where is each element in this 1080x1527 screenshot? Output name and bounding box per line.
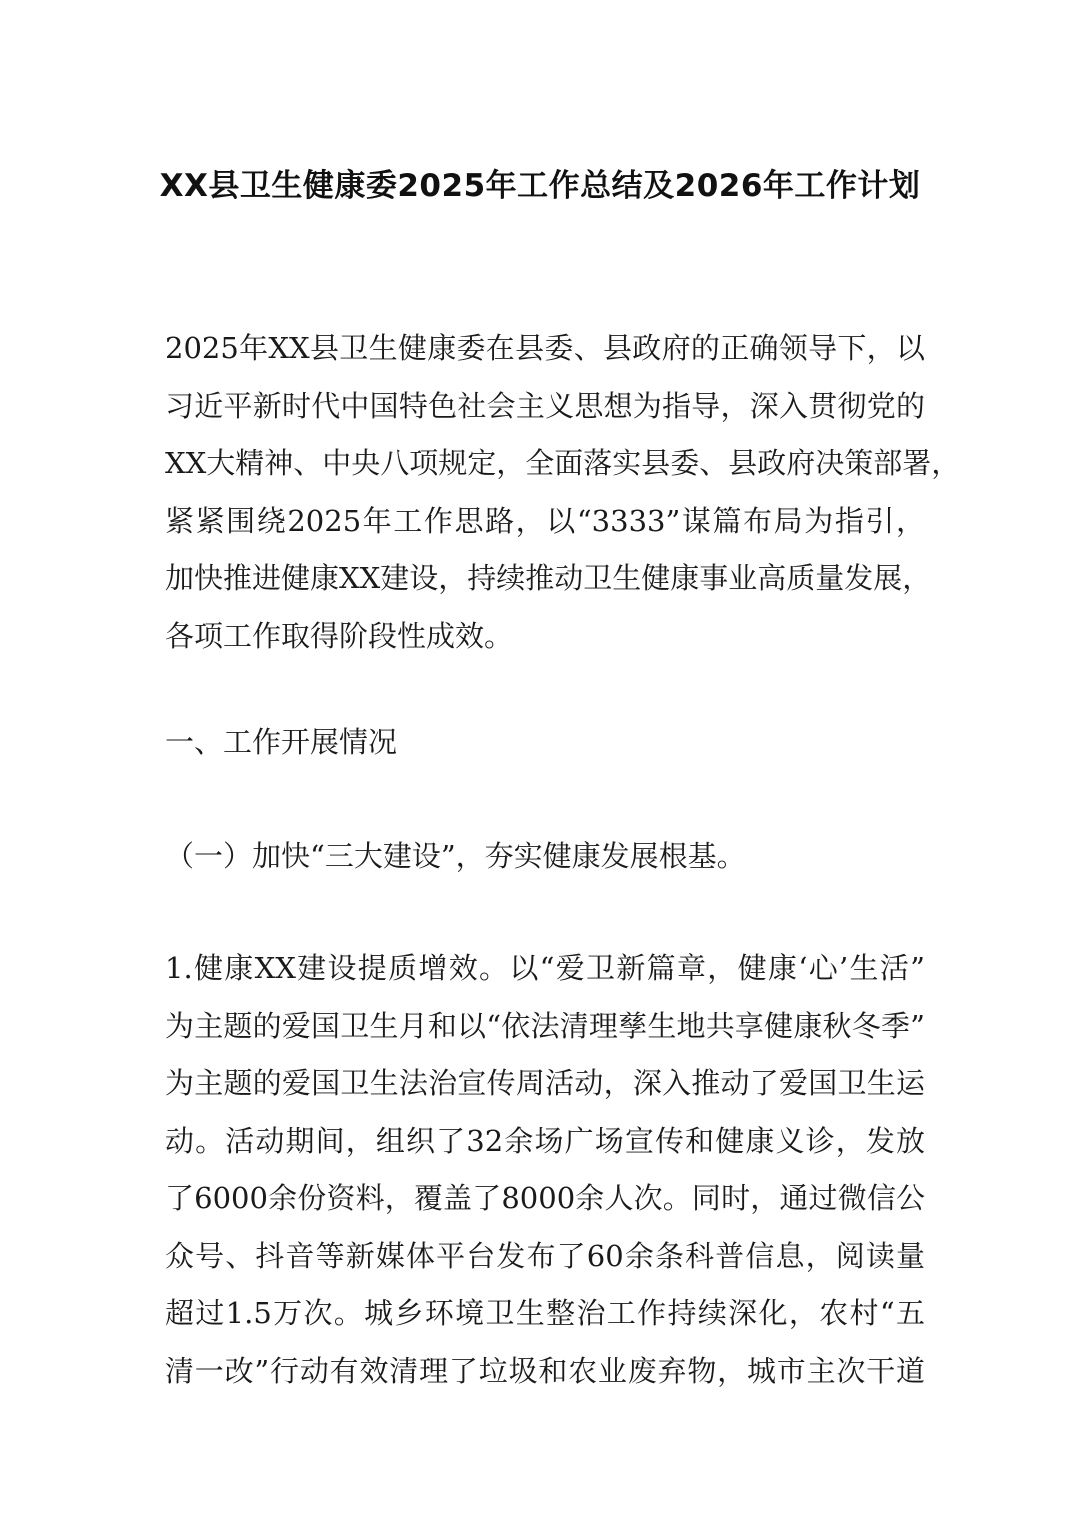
item-line: 超过1.5万次。城乡环境卫生整治工作持续深化，农村“五 — [165, 1296, 925, 1330]
intro-line: 加快推进健康XX建设，持续推动卫生健康事业高质量发展， — [165, 561, 932, 595]
item-line: 为主题的爱国卫生月和以“依法清理孳生地共享健康秋冬季” — [165, 1008, 925, 1043]
subsection-heading: （一）加快“三大建设”，夯实健康发展根基。 — [165, 839, 746, 873]
intro-line: 习近平新时代中国特色社会主义思想为指导，深入贯彻党的 — [165, 388, 925, 423]
intro-line: XX大精神、中央八项规定，全面落实县委、县政府决策部署， — [165, 446, 961, 480]
document-title: XX县卫生健康委2025年工作总结及2026年工作计划 — [159, 168, 921, 204]
item-line: 1.健康XX建设提质增效。以“爱卫新篇章，健康‘心’生活” — [165, 951, 925, 985]
intro-line: 紧紧围绕2025年工作思路，以“3333”谋篇布局为指引， — [165, 503, 925, 538]
intro-line: 2025年XX县卫生健康委在县委、县政府的正确领导下，以 — [165, 331, 925, 365]
section-heading: 一、工作开展情况 — [165, 725, 398, 759]
intro-paragraph — [165, 320, 961, 665]
item-line: 了6000余份资料，覆盖了8000余人次。同时，通过微信公 — [165, 1181, 925, 1215]
item-line: 众号、抖音等新媒体平台发布了60余条科普信息，阅读量 — [165, 1238, 925, 1273]
item-paragraph — [165, 940, 925, 1400]
item-line: 动。活动期间，组织了32余场广场宣传和健康义诊，发放 — [165, 1123, 925, 1158]
item-line: 为主题的爱国卫生法治宣传周活动，深入推动了爱国卫生运 — [165, 1066, 925, 1100]
item-line: 清一改”行动有效清理了垃圾和农业废弃物，城市主次干道 — [165, 1353, 925, 1388]
intro-line: 各项工作取得阶段性成效。 — [165, 618, 514, 653]
